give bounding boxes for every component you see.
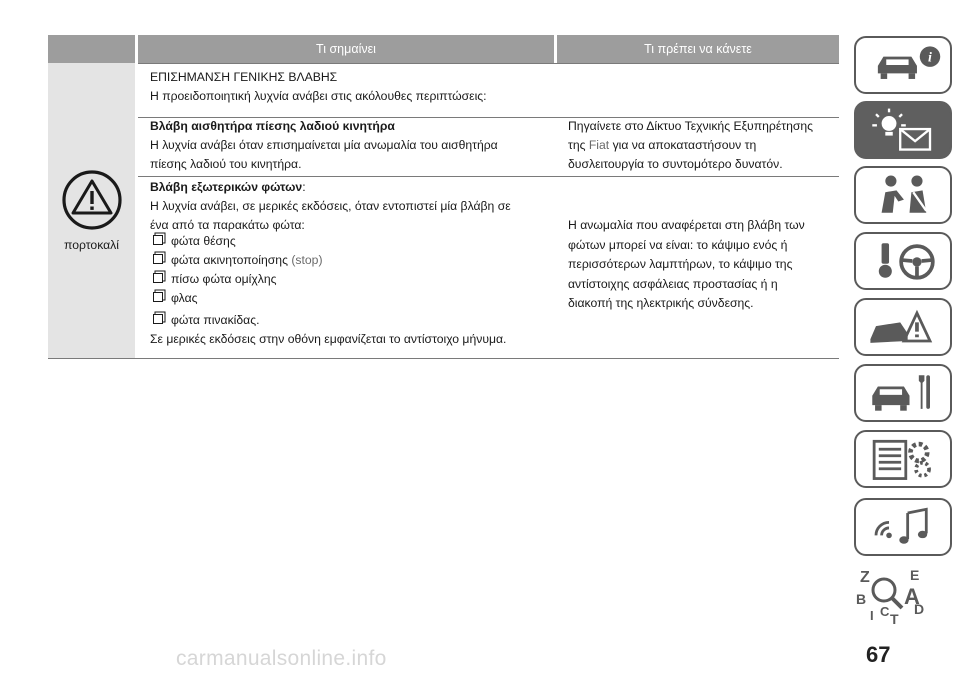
stop-note: (stop) [291, 253, 323, 267]
tab-safety[interactable] [854, 166, 952, 224]
page-number: 67 [866, 642, 891, 667]
tab-car-info[interactable] [854, 36, 952, 94]
row2-line2: πίεσης λαδιού του κινητήρα. [150, 157, 302, 171]
tab-technical-data[interactable] [854, 430, 952, 488]
emergency-icon [856, 300, 950, 354]
watermark: carmanualsonline.info [176, 647, 387, 670]
brand-name: Fiat [588, 138, 610, 152]
svg-text:Z: Z [860, 569, 870, 586]
row3-footer: Σε μερικές εκδόσεις στην οθόνη εμφανίζεται το αντίστοιχο μήνυμα. [150, 332, 507, 346]
row2-title: Βλάβη αισθητήρα πίεσης λαδιού κινητήρα [150, 119, 395, 133]
list-item: φώτα θέσης [153, 232, 236, 252]
header-meaning: Τι σημαίνει [138, 35, 554, 63]
row2-action-post: για να αποκαταστήσουν τη [612, 138, 757, 152]
row3-title-line [150, 178, 306, 198]
svg-text:B: B [856, 591, 867, 607]
tab-index[interactable] [854, 562, 952, 628]
technical-data-icon [856, 432, 950, 486]
header-left-blank [48, 35, 135, 63]
row3-title-suffix: : [302, 180, 306, 194]
row3-line2: ένα από τα παρακάτω φώτα: [150, 218, 305, 232]
starting-driving-icon [856, 234, 950, 288]
checkbox-bullet-icon [153, 254, 163, 264]
row-divider [138, 63, 839, 64]
checkbox-bullet-icon [153, 292, 163, 302]
header-action: Τι πρέπει να κάνετε [557, 35, 839, 63]
row3-title: Βλάβη εξωτερικών φώτων [150, 180, 303, 194]
safety-icon [856, 168, 950, 222]
row3-action: Η ανωμαλία που αναφέρεται στη βλάβη των φώτων μπορεί να είναι: το κάψιμο ενός ή περισσότερων λαμπτήρων, το κάψιμο της αντίστοιχης ασφάλειας προστασίας ή η διακοπή της ηλεκτρικής σύνδεσης. [568, 218, 805, 311]
tab-emergency[interactable] [854, 298, 952, 356]
row-divider [138, 176, 839, 177]
row3-line1: Η λυχνία ανάβει, σε μερικές εκδόσεις, όταν εντοπιστεί μία βλάβη σε [150, 199, 511, 213]
tab-maintenance[interactable] [854, 364, 952, 422]
tab-warning-lights[interactable] [854, 101, 952, 159]
warning-color-label: πορτοκαλί [64, 238, 119, 252]
svg-text:E: E [910, 567, 920, 583]
svg-text:T: T [890, 611, 899, 627]
index-icon [854, 562, 952, 628]
maintenance-icon [856, 366, 950, 420]
tab-starting-driving[interactable] [854, 232, 952, 290]
list-item: φώτα πινακίδας. [153, 311, 259, 331]
row2-action-line1: Πηγαίνετε στο Δίκτυο Τεχνικής Εξυπηρέτησης [568, 119, 814, 133]
svg-text:C: C [880, 604, 890, 619]
car-info-icon [856, 38, 950, 92]
row1-title: ΕΠΙΣΗΜΑΝΣΗ ΓΕΝΙΚΗΣ ΒΛΑΒΗΣ [150, 70, 338, 84]
row2-action-line3: δυσλειτουργία το συντομότερο δυνατόν. [568, 157, 783, 171]
list-item: πίσω φώτα ομίχλης [153, 270, 277, 290]
list-item: φλας [153, 289, 198, 309]
checkbox-bullet-icon [153, 273, 163, 283]
svg-text:D: D [914, 601, 925, 617]
checkbox-bullet-icon [153, 314, 163, 324]
svg-text:I: I [870, 608, 874, 623]
row2-action-line2 [568, 136, 756, 156]
table-bottom-rule [48, 358, 839, 359]
row2-action-pre: της [568, 138, 586, 152]
list-item: φώτα ακινητοποίησης (stop) [153, 251, 323, 271]
row1-text: Η προειδοποιητική λυχνία ανάβει στις ακόλουθες περιπτώσεις: [150, 89, 487, 103]
tab-multimedia[interactable] [854, 498, 952, 556]
warning-lights-icon [856, 103, 950, 157]
svg-text:A: A [904, 584, 920, 609]
general-warning-icon [60, 168, 124, 232]
multimedia-icon [856, 500, 950, 554]
row2-line1: Η λυχνία ανάβει όταν επισημαίνεται μία ανωμαλία του αισθητήρα [150, 138, 498, 152]
checkbox-bullet-icon [153, 235, 163, 245]
lights-list [153, 232, 533, 332]
svg-text:i: i [928, 50, 932, 66]
